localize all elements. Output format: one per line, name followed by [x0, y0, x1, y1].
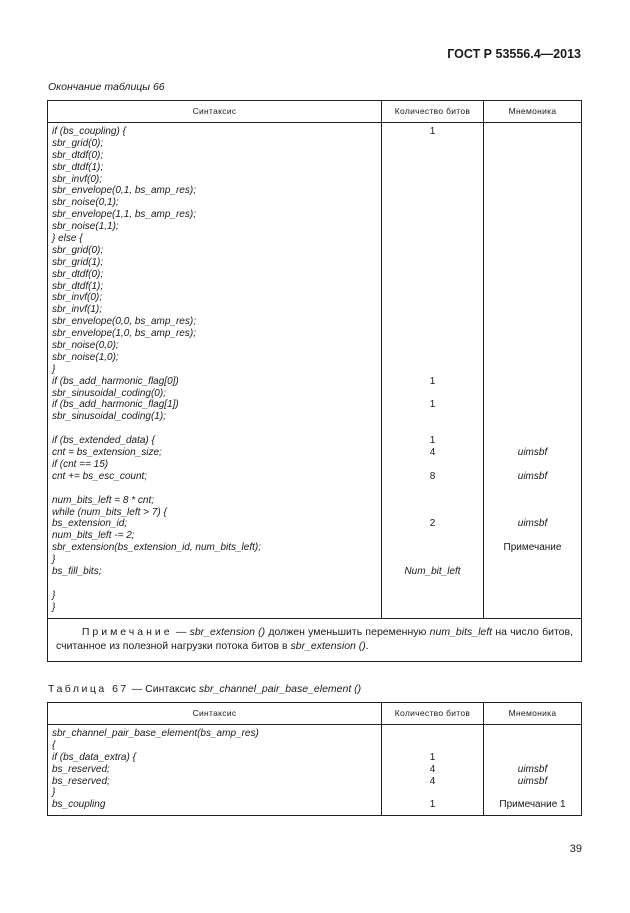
table66-bits-line: [384, 150, 481, 162]
table66-mnemonic-line: [486, 435, 579, 447]
table66-bits-line: [384, 304, 481, 316]
table66-bits-line: [384, 257, 481, 269]
table67-bits-line: [384, 728, 481, 740]
table66-mnemonic-line: [486, 162, 579, 174]
table66-mnemonic-line: [486, 174, 579, 186]
table66-syntax-line: sbr_noise(0,0);: [52, 340, 119, 352]
table66-mnemonic-line: [486, 126, 579, 138]
table66-mnemonic-line: [486, 530, 579, 542]
table66-bits-line: 2: [429, 518, 436, 530]
note-text-2: на число битов, считанное из полезной нагрузки потока битов в: [56, 625, 573, 652]
document-number: ГОСТ Р 53556.4—2013: [447, 47, 581, 61]
table66-mnemonic-line: [486, 209, 579, 221]
table66-mnemonic-cell: [484, 123, 582, 619]
col-header-bits: Количество битов: [382, 703, 484, 725]
table66-mnemonic-line: [486, 269, 579, 281]
table66-mnemonic-line: [486, 364, 579, 376]
table66-bits-line: [384, 245, 481, 257]
table66-bits-line: [384, 138, 481, 150]
note-text: должен уменьшить переменную: [265, 625, 430, 638]
table66-mnemonic-line: [486, 590, 579, 602]
note-end: .: [365, 639, 369, 652]
table66-mnemonic-line: [486, 495, 579, 507]
table66-syntax-line: sbr_dtdf(1);: [52, 280, 104, 292]
table66-mnemonic-line: [486, 257, 579, 269]
table66-mnemonic-line: [486, 316, 579, 328]
table66-syntax-line: sbr_noise(1,1);: [52, 221, 119, 233]
table66-mnemonic-line: uimsbf: [517, 470, 548, 482]
table66-syntax-line: sbr_envelope(1,0, bs_amp_res);: [52, 328, 196, 340]
table66-syntax-line: if (bs_extended_data) {: [52, 435, 155, 447]
table66-syntax-line: cnt = bs_extension_size;: [52, 447, 162, 459]
table67-syntax-line: {: [52, 739, 56, 751]
table66-mnemonic-line: [486, 399, 579, 411]
table66-note: [48, 618, 582, 661]
table67-syntax-line: bs_reserved;: [52, 775, 110, 787]
table66-mnemonic-line: [486, 185, 579, 197]
table66-bits-line: [384, 162, 481, 174]
col-header-syntax: Синтаксис: [48, 101, 382, 123]
table67-mnemonic-line: [486, 752, 579, 764]
table66-syntax-line: [52, 483, 377, 495]
table66-mnemonic-line: [486, 388, 579, 400]
table66-body-row: [48, 123, 582, 619]
table67-mnemonic-line: Примечание 1: [499, 799, 566, 811]
table67-caption: [48, 683, 361, 695]
table66-bits-line: 1: [429, 435, 436, 447]
table66-bits-line: [384, 316, 481, 328]
table66-syntax-line: if (bs_coupling) {: [52, 126, 126, 137]
table66-bits-line: [384, 423, 481, 435]
table66-bits-line: 8: [429, 470, 436, 482]
table67-caption-func: sbr_channel_pair_base_element (): [198, 683, 362, 695]
table66-bits-line: [384, 197, 481, 209]
table66-syntax-line: sbr_sinusoidal_coding(1);: [52, 411, 166, 423]
table66-note-row: [48, 618, 582, 661]
table66-bits-line: [384, 602, 481, 614]
table66-syntax-line: num_bits_left = 8 * cnt;: [52, 494, 155, 506]
table66-bits-line: [384, 459, 481, 471]
table66-mnemonic-line: [486, 150, 579, 162]
table66-mnemonic-line: Примечание: [503, 542, 562, 554]
table66-syntax-line: sbr_invf(0);: [52, 292, 103, 304]
table66-syntax-line: sbr_grid(0);: [52, 244, 104, 256]
table66-bits-line: [384, 233, 481, 245]
table66-syntax-line: bs_extension_id;: [52, 518, 128, 530]
table67-bits-line: 1: [429, 799, 436, 811]
table66-mnemonic-line: [486, 554, 579, 566]
table66-syntax-line: sbr_invf(0);: [52, 173, 103, 185]
table66-bits-line: 1: [429, 399, 436, 411]
col-header-bits: Количество битов: [382, 101, 484, 123]
table66-mnemonic-line: [486, 566, 579, 578]
table66-bits-line: [384, 221, 481, 233]
table66-mnemonic-line: [486, 411, 579, 423]
table66-mnemonic-line: [486, 245, 579, 257]
table66-mnemonic-line: [486, 376, 579, 388]
table66-mnemonic-line: [486, 233, 579, 245]
table66-syntax-line: if (bs_add_harmonic_flag[0]): [52, 375, 179, 387]
table66-mnemonic-line: uimsbf: [517, 447, 548, 459]
note-label: Примечание: [81, 625, 173, 638]
table67-mnemonic-line: [486, 740, 579, 752]
table66-syntax-line: sbr_dtdf(0);: [52, 149, 104, 161]
table66-mnemonic-line: [486, 507, 579, 519]
table67-bits-line: [384, 787, 481, 799]
table66-bits-line: Num_bit_left: [404, 565, 461, 577]
table66-mnemonic-line: [486, 423, 579, 435]
table66-mnemonic-line: uimsbf: [517, 518, 548, 530]
table66-bits-line: [384, 530, 481, 542]
note-dash: —: [172, 625, 190, 638]
page-number: 39: [569, 843, 582, 855]
table67-syntax-line: bs_reserved;: [52, 763, 110, 775]
col-header-mnemonic: Мнемоника: [484, 703, 582, 725]
table66-syntax-cell: [48, 123, 382, 619]
table66-syntax-line: if (cnt == 15): [52, 458, 109, 470]
table66-bits-line: [384, 542, 481, 554]
table67-header-row: [48, 703, 582, 725]
table66-mnemonic-line: [486, 340, 579, 352]
table66-bits-line: [384, 292, 481, 304]
table66-bits-line: [384, 209, 481, 221]
table66-mnemonic-line: [486, 292, 579, 304]
col-header-syntax: Синтаксис: [48, 703, 382, 725]
table67-bits-line: 1: [429, 751, 436, 763]
table66-syntax-line: sbr_sinusoidal_coding(0);: [52, 387, 166, 399]
table66-syntax-line: }: [52, 589, 56, 601]
table66-bits-line: [384, 483, 481, 495]
table-67: [47, 702, 582, 816]
table66-mnemonic-line: [486, 138, 579, 150]
table66-syntax-line: sbr_invf(1);: [52, 304, 103, 316]
table66-syntax-line: cnt += bs_esc_count;: [52, 470, 148, 482]
table66-syntax-line: sbr_dtdf(0);: [52, 268, 104, 280]
table66-bits-line: [384, 411, 481, 423]
note-func: sbr_extension (): [189, 625, 266, 638]
table-66: [47, 100, 582, 662]
table67-mnemonic-cell: [484, 725, 582, 816]
note-func-2: sbr_extension (): [290, 639, 366, 652]
table66-mnemonic-line: [486, 221, 579, 233]
table67-bits-line: 4: [429, 775, 436, 787]
table66-mnemonic-line: [486, 352, 579, 364]
table66-bits-line: [384, 507, 481, 519]
table66-syntax-line: sbr_noise(1,0);: [52, 351, 119, 363]
table66-bits-line: [384, 554, 481, 566]
table66-syntax-line: sbr_extension(bs_extension_id, num_bits_left);: [52, 542, 262, 554]
table66-bits-line: 1: [429, 126, 436, 137]
table66-syntax-line: sbr_envelope(0,0, bs_amp_res);: [52, 316, 196, 328]
table66-bits-line: [384, 388, 481, 400]
table66-bits-line: [384, 281, 481, 293]
table66-mnemonic-line: [486, 602, 579, 614]
col-header-mnemonic: Мнемоника: [484, 101, 582, 123]
table66-bits-line: 4: [429, 447, 436, 459]
table66-caption: Окончание таблицы 66: [48, 81, 165, 93]
table67-mnemonic-line: uimsbf: [517, 775, 548, 787]
table66-mnemonic-line: [486, 578, 579, 590]
table66-bits-line: [384, 364, 481, 376]
table66-syntax-line: [52, 423, 377, 435]
table67-bits-cell: [382, 725, 484, 816]
table66-mnemonic-line: [486, 328, 579, 340]
table67-mnemonic-line: [486, 728, 579, 740]
table67-syntax-line: sbr_channel_pair_base_element(bs_amp_res): [52, 728, 259, 739]
table67-mnemonic-line: uimsbf: [517, 763, 548, 775]
table66-mnemonic-line: [486, 304, 579, 316]
note-var: num_bits_left: [429, 625, 493, 638]
table66-syntax-line: sbr_grid(1);: [52, 256, 104, 268]
table66-syntax-line: }: [52, 363, 56, 375]
table67-bits-line: [384, 740, 481, 752]
table66-bits-line: [384, 269, 481, 281]
table66-syntax-line: while (num_bits_left > 7) {: [52, 506, 167, 518]
table66-syntax-line: num_bits_left -= 2;: [52, 530, 135, 542]
table66-mnemonic-line: [486, 459, 579, 471]
table66-mnemonic-line: [486, 281, 579, 293]
table66-bits-line: [384, 328, 481, 340]
table66-syntax-line: sbr_dtdf(1);: [52, 161, 104, 173]
table66-syntax-line: [52, 578, 377, 590]
table66-mnemonic-line: [486, 197, 579, 209]
table67-caption-text: — Синтаксис: [128, 683, 199, 695]
table66-mnemonic-line: [486, 483, 579, 495]
table66-bits-line: [384, 578, 481, 590]
table66-bits-line: [384, 340, 481, 352]
table66-syntax-line: }: [52, 554, 56, 566]
table66-syntax-line: sbr_envelope(0,1, bs_amp_res);: [52, 185, 196, 197]
table67-caption-label: Таблица 67: [48, 683, 129, 695]
table67-syntax-line: }: [52, 787, 56, 799]
table66-syntax-line: sbr_envelope(1,1, bs_amp_res);: [52, 209, 196, 221]
table67-syntax-cell: [48, 725, 382, 816]
table66-syntax-line: sbr_grid(0);: [52, 137, 104, 149]
table66-syntax-line: } else {: [52, 233, 83, 245]
table66-bits-line: 1: [429, 375, 436, 387]
table66-syntax-line: }: [52, 601, 56, 613]
table67-bits-line: 4: [429, 763, 436, 775]
table67-syntax-line: bs_coupling: [52, 799, 106, 811]
table66-bits-line: [384, 185, 481, 197]
table66-bits-line: [384, 590, 481, 602]
table66-syntax-line: bs_fill_bits;: [52, 565, 102, 577]
table67-syntax-line: if (bs_data_extra) {: [52, 751, 136, 763]
table66-header-row: [48, 101, 582, 123]
table66-bits-line: [384, 495, 481, 507]
table66-bits-line: [384, 174, 481, 186]
table66-bits-line: [384, 352, 481, 364]
table66-bits-cell: [382, 123, 484, 619]
table67-mnemonic-line: [486, 787, 579, 799]
table66-syntax-line: sbr_noise(0,1);: [52, 197, 119, 209]
table67-body-row: [48, 725, 582, 816]
table66-syntax-line: if (bs_add_harmonic_flag[1]): [52, 399, 179, 411]
